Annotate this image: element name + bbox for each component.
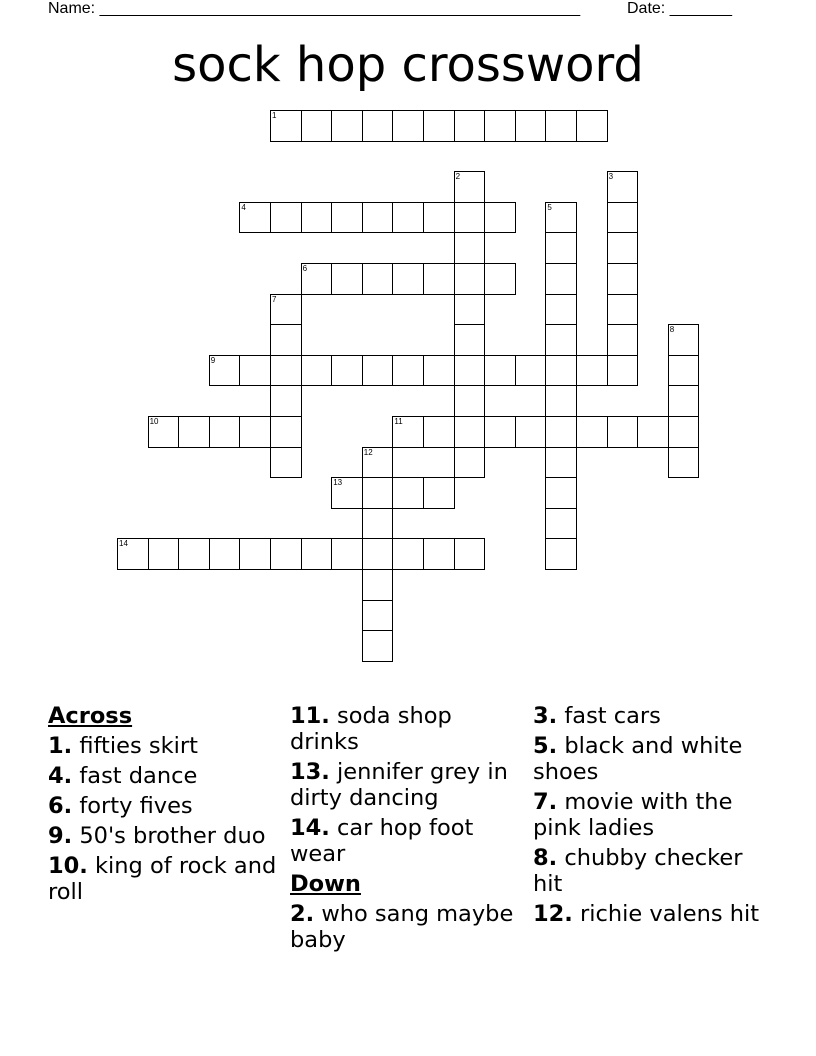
grid-cell[interactable] bbox=[362, 538, 394, 570]
grid-cell[interactable] bbox=[362, 508, 394, 540]
grid-cell[interactable] bbox=[362, 263, 394, 295]
grid-cell[interactable] bbox=[270, 110, 302, 142]
cell-number: 7 bbox=[272, 294, 277, 304]
grid-cell[interactable] bbox=[454, 538, 486, 570]
grid-cell[interactable] bbox=[607, 171, 639, 203]
grid-cell[interactable] bbox=[239, 355, 271, 387]
grid-cell[interactable] bbox=[484, 263, 516, 295]
grid-cell[interactable] bbox=[423, 355, 455, 387]
cell-number: 6 bbox=[302, 264, 308, 273]
grid-cell[interactable] bbox=[301, 110, 333, 142]
grid-cell[interactable] bbox=[545, 232, 577, 264]
cell-number: 2 bbox=[455, 172, 461, 182]
grid-cell[interactable] bbox=[392, 110, 424, 142]
grid-cell[interactable] bbox=[362, 630, 394, 662]
clue-column-2 bbox=[290, 703, 520, 957]
grid-cell[interactable] bbox=[423, 263, 455, 295]
grid-cell[interactable] bbox=[454, 110, 486, 142]
grid-cell[interactable] bbox=[331, 202, 363, 234]
grid-cell[interactable] bbox=[209, 416, 241, 448]
grid-cell[interactable] bbox=[607, 232, 639, 264]
grid-cell[interactable] bbox=[454, 385, 486, 417]
grid-cell[interactable] bbox=[515, 355, 547, 387]
cell-number: 12 bbox=[363, 447, 373, 457]
name-field-label: Name: ______________________________________________________ bbox=[48, 0, 581, 17]
grid-cell[interactable] bbox=[209, 355, 241, 387]
grid-cell[interactable] bbox=[239, 202, 271, 234]
cell-number: 9 bbox=[210, 355, 216, 365]
grid-cell[interactable] bbox=[331, 355, 363, 387]
grid-cell[interactable] bbox=[668, 447, 700, 479]
grid-cell[interactable] bbox=[423, 538, 455, 570]
cell-number: 11 bbox=[394, 417, 403, 426]
grid-cell[interactable] bbox=[545, 294, 577, 326]
grid-cell[interactable] bbox=[392, 538, 424, 570]
grid-cell[interactable] bbox=[362, 202, 394, 234]
clue-across-4: 4. fast dance bbox=[48, 763, 198, 789]
grid-cell[interactable] bbox=[454, 232, 486, 264]
grid-cell[interactable] bbox=[607, 263, 639, 295]
grid-cell[interactable] bbox=[668, 355, 700, 387]
grid-cell[interactable] bbox=[362, 447, 394, 479]
grid-cell[interactable] bbox=[545, 202, 577, 234]
grid-cell[interactable] bbox=[392, 202, 424, 234]
grid-cell[interactable] bbox=[270, 324, 302, 356]
clue-down-7: 7. movie with the pink ladies bbox=[533, 789, 733, 841]
grid-cell[interactable] bbox=[362, 600, 394, 632]
clue-column-3 bbox=[533, 703, 763, 931]
clue-across-6: 6. forty fives bbox=[48, 793, 193, 819]
grid-cell[interactable] bbox=[668, 416, 700, 448]
grid-cell[interactable] bbox=[362, 110, 394, 142]
grid-cell[interactable] bbox=[484, 110, 516, 142]
grid-cell[interactable] bbox=[331, 477, 363, 509]
grid-cell[interactable] bbox=[178, 416, 210, 448]
grid-cell[interactable] bbox=[392, 355, 424, 387]
grid-cell[interactable] bbox=[545, 385, 577, 417]
grid-cell[interactable] bbox=[607, 416, 639, 448]
grid-cell[interactable] bbox=[545, 447, 577, 479]
grid-cell[interactable] bbox=[668, 324, 700, 356]
cell-number: 1 bbox=[272, 111, 277, 120]
grid-cell[interactable] bbox=[607, 355, 639, 387]
clue-across-11: 11. soda shop drinks bbox=[290, 703, 452, 755]
grid-cell[interactable] bbox=[270, 294, 302, 326]
grid-cell[interactable] bbox=[515, 110, 547, 142]
grid-cell[interactable] bbox=[392, 263, 424, 295]
cell-number: 4 bbox=[241, 202, 246, 212]
grid-cell[interactable] bbox=[331, 263, 363, 295]
grid-cell[interactable] bbox=[607, 202, 639, 234]
grid-cell[interactable] bbox=[454, 447, 486, 479]
grid-cell[interactable] bbox=[331, 538, 363, 570]
grid-cell[interactable] bbox=[301, 355, 333, 387]
cell-number: 13 bbox=[333, 478, 343, 488]
grid-cell[interactable] bbox=[209, 538, 241, 570]
cell-number: 3 bbox=[608, 172, 614, 182]
grid-cell[interactable] bbox=[270, 416, 302, 448]
grid-cell[interactable] bbox=[454, 416, 486, 448]
grid-cell[interactable] bbox=[301, 538, 333, 570]
grid-cell[interactable] bbox=[454, 263, 486, 295]
grid-cell[interactable] bbox=[239, 416, 271, 448]
grid-cell[interactable] bbox=[454, 324, 486, 356]
clue-across-1: 1. fifties skirt bbox=[48, 733, 198, 759]
down-heading: Down bbox=[290, 871, 361, 897]
clue-down-5: 5. black and white shoes bbox=[533, 733, 743, 785]
grid-cell[interactable] bbox=[545, 416, 577, 448]
clue-down-2: 2. who sang maybe baby bbox=[290, 901, 514, 953]
grid-cell[interactable] bbox=[607, 324, 639, 356]
cell-number: 5 bbox=[547, 202, 552, 212]
grid-cell[interactable] bbox=[545, 538, 577, 570]
grid-cell[interactable] bbox=[515, 416, 547, 448]
grid-cell[interactable] bbox=[454, 294, 486, 326]
grid-cell[interactable] bbox=[423, 202, 455, 234]
grid-cell[interactable] bbox=[576, 416, 608, 448]
grid-cell[interactable] bbox=[545, 263, 577, 295]
grid-cell[interactable] bbox=[454, 355, 486, 387]
grid-cell[interactable] bbox=[545, 477, 577, 509]
grid-cell[interactable] bbox=[545, 324, 577, 356]
clue-down-8: 8. chubby checker hit bbox=[533, 845, 743, 897]
grid-cell[interactable] bbox=[270, 202, 302, 234]
grid-cell[interactable] bbox=[484, 416, 516, 448]
grid-cell[interactable] bbox=[484, 202, 516, 234]
across-heading: Across bbox=[48, 703, 133, 729]
grid-cell[interactable] bbox=[301, 202, 333, 234]
grid-cell[interactable] bbox=[270, 447, 302, 479]
date-field-label: Date: _______ bbox=[627, 0, 732, 17]
grid-cell[interactable] bbox=[454, 202, 486, 234]
cell-number: 8 bbox=[669, 325, 675, 335]
grid-cell[interactable] bbox=[392, 416, 424, 448]
clue-across-14: 14. car hop foot wear bbox=[290, 815, 474, 867]
clue-across-13: 13. jennifer grey in dirty dancing bbox=[290, 759, 508, 811]
page-title: sock hop crossword bbox=[172, 37, 644, 93]
clue-across-9: 9. 50's brother duo bbox=[48, 823, 266, 849]
clue-column-1 bbox=[48, 703, 278, 909]
grid-cell[interactable] bbox=[668, 385, 700, 417]
grid-cell[interactable] bbox=[178, 538, 210, 570]
grid-cell[interactable] bbox=[148, 416, 180, 448]
clue-across-10: 10. king of rock and roll bbox=[48, 853, 277, 905]
grid-cell[interactable] bbox=[484, 355, 516, 387]
cell-number: 14 bbox=[119, 539, 128, 549]
grid-cell[interactable] bbox=[148, 538, 180, 570]
grid-cell[interactable] bbox=[362, 355, 394, 387]
clue-down-12: 12. richie valens hit bbox=[533, 901, 760, 927]
grid-cell[interactable] bbox=[270, 355, 302, 387]
grid-cell[interactable] bbox=[423, 110, 455, 142]
grid-cell[interactable] bbox=[362, 477, 394, 509]
grid-cell[interactable] bbox=[362, 569, 394, 601]
grid-cell[interactable] bbox=[637, 416, 669, 448]
grid-cell[interactable] bbox=[270, 538, 302, 570]
grid-cell[interactable] bbox=[423, 477, 455, 509]
cell-number: 10 bbox=[149, 417, 159, 426]
clue-down-3: 3. fast cars bbox=[533, 703, 661, 729]
grid-cell[interactable] bbox=[576, 110, 608, 142]
grid-cell[interactable] bbox=[607, 294, 639, 326]
grid-cell[interactable] bbox=[331, 110, 363, 142]
grid-cell[interactable] bbox=[545, 355, 577, 387]
grid-cell[interactable] bbox=[545, 110, 577, 142]
grid-cell[interactable] bbox=[576, 355, 608, 387]
grid-cell[interactable] bbox=[239, 538, 271, 570]
grid-cell[interactable] bbox=[270, 385, 302, 417]
grid-cell[interactable] bbox=[423, 416, 455, 448]
grid-cell[interactable] bbox=[392, 477, 424, 509]
grid-cell[interactable] bbox=[454, 171, 486, 203]
grid-cell[interactable] bbox=[301, 263, 333, 295]
grid-cell[interactable] bbox=[545, 508, 577, 540]
grid-cell[interactable] bbox=[117, 538, 149, 570]
